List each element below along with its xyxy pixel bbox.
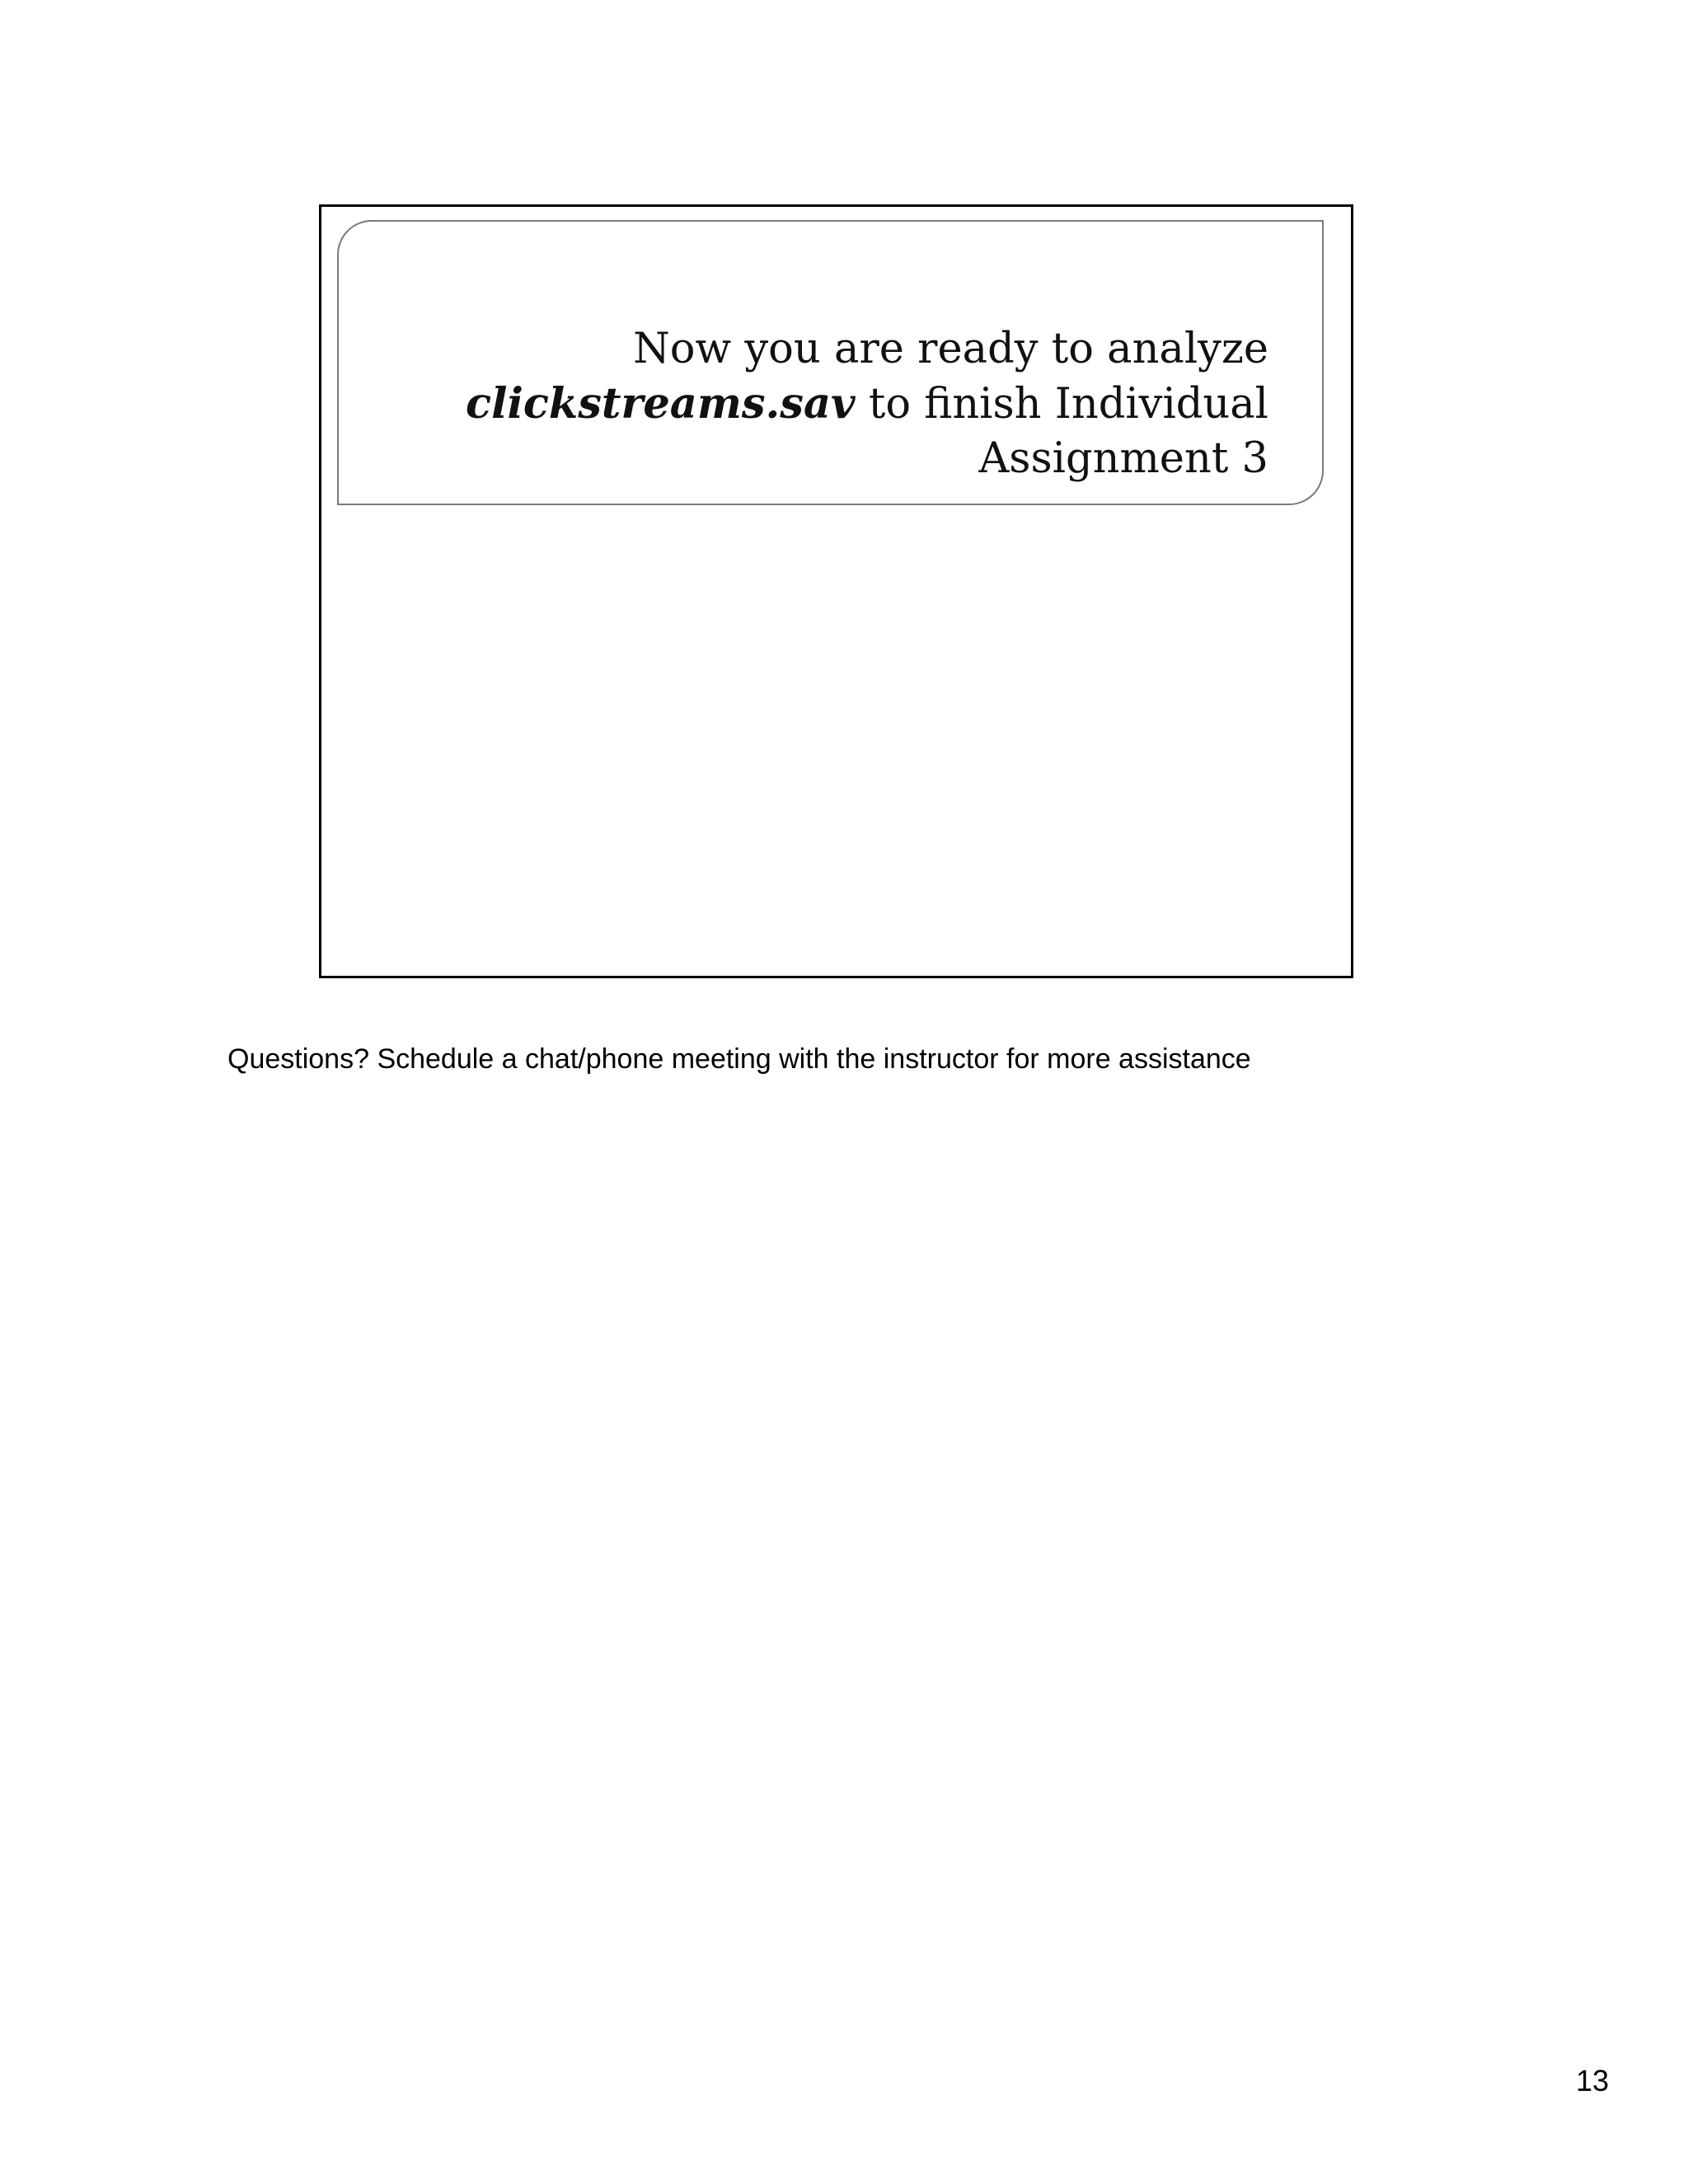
slide-thumbnail	[319, 204, 1353, 978]
slide-title	[466, 322, 1268, 486]
page-number: 13	[1575, 2064, 1609, 2097]
slide-title-line-1: Now you are ready to analyze	[633, 325, 1268, 373]
slide-notes: Questions? Schedule a chat/phone meeting with the instructor for more assistance	[227, 1043, 1251, 1075]
slide-title-box	[337, 220, 1324, 505]
slide-title-line-3: Assignment 3	[978, 434, 1268, 483]
slide-title-filename: clickstreams.sav	[466, 379, 856, 429]
slide-title-line-2	[466, 377, 1268, 432]
slide-title-line-2-rest: to finish Individual	[855, 380, 1268, 429]
